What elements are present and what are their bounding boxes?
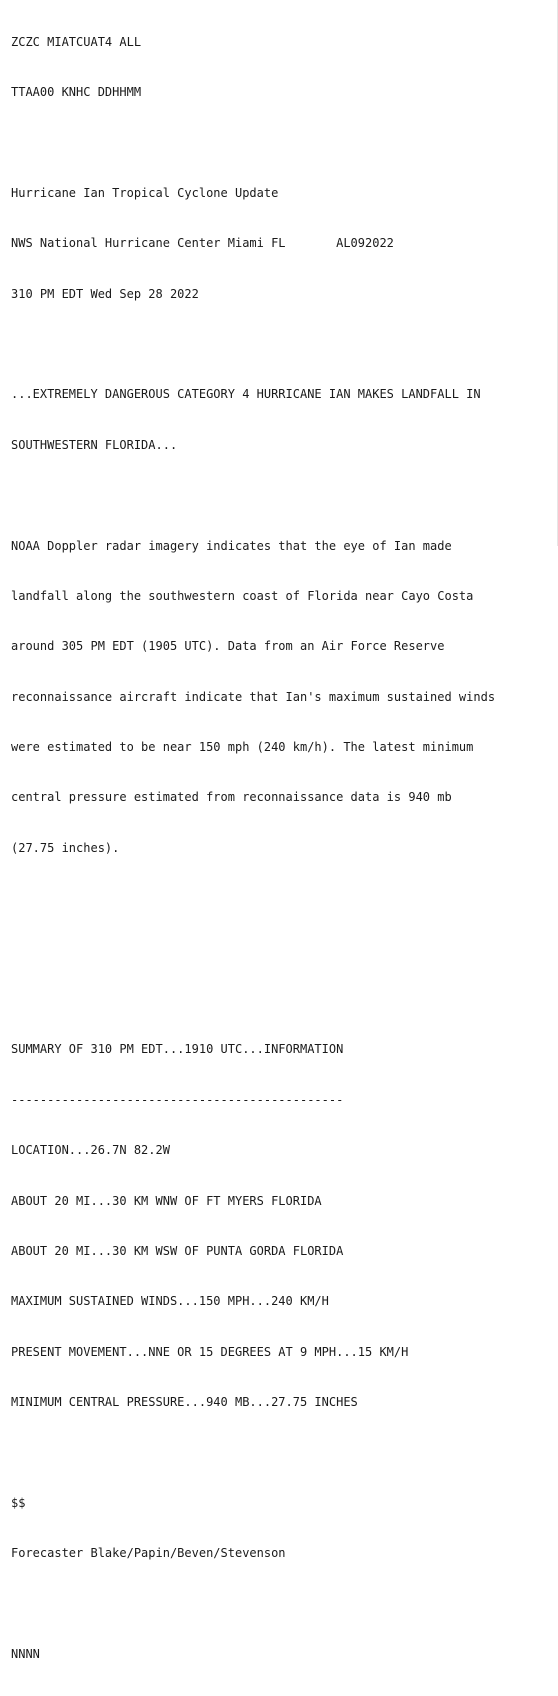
nnnn-marker: NNNN xyxy=(11,1647,40,1662)
product-title: Hurricane Ian Tropical Cyclone Update xyxy=(11,185,279,200)
summary-reference-2: ABOUT 20 MI...30 KM WSW OF PUNTA GORDA FLORIDA xyxy=(11,1243,344,1258)
spacer xyxy=(11,1445,558,1462)
body-line: reconnaissance aircraft indicate that Ian's maximum sustained winds xyxy=(11,689,496,704)
spacer xyxy=(11,991,558,1008)
spacer xyxy=(11,336,558,353)
spacer xyxy=(11,1596,558,1613)
body-line: were estimated to be near 150 mph (240 km/h). The latest minimum xyxy=(11,740,474,755)
spacer xyxy=(11,487,558,504)
spacer xyxy=(11,890,558,907)
forecaster-line: Forecaster Blake/Papin/Beven/Stevenson xyxy=(11,1546,286,1561)
summary-winds: MAXIMUM SUSTAINED WINDS...150 MPH...240 KM/H xyxy=(11,1294,329,1309)
issue-time: 310 PM EDT Wed Sep 28 2022 xyxy=(11,286,199,301)
summary-location: LOCATION...26.7N 82.2W xyxy=(11,1143,170,1158)
headline-line-2: SOUTHWESTERN FLORIDA... xyxy=(11,437,178,452)
body-line: central pressure estimated from reconnaissance data is 940 mb xyxy=(11,790,452,805)
summary-movement: PRESENT MOVEMENT...NNE OR 15 DEGREES AT 9 MPH...15 KM/H xyxy=(11,1344,409,1359)
body-line: landfall along the southwestern coast of Florida near Cayo Costa xyxy=(11,588,474,603)
spacer xyxy=(11,134,558,151)
headline-line-1: ...EXTREMELY DANGEROUS CATEGORY 4 HURRICANE IAN MAKES LANDFALL IN xyxy=(11,387,481,402)
summary-pressure: MINIMUM CENTRAL PRESSURE...940 MB...27.75 INCHES xyxy=(11,1395,358,1410)
summary-rule: ---------------------------------------------- xyxy=(11,1092,344,1107)
body-line: NOAA Doppler radar imagery indicates that the eye of Ian made xyxy=(11,538,452,553)
end-marker: $$ xyxy=(11,1495,26,1510)
summary-heading: SUMMARY OF 310 PM EDT...1910 UTC...INFORMATION xyxy=(11,1042,344,1057)
header-line-1: ZCZC MIATCUAT4 ALL xyxy=(11,34,142,49)
summary-reference-1: ABOUT 20 MI...30 KM WNW OF FT MYERS FLORIDA xyxy=(11,1193,322,1208)
body-line: around 305 PM EDT (1905 UTC). Data from an Air Force Reserve xyxy=(11,639,445,654)
spacer xyxy=(11,941,558,958)
issuing-office: NWS National Hurricane Center Miami FL AL092022 xyxy=(11,236,394,251)
header-line-2: TTAA00 KNHC DDHHMM xyxy=(11,84,142,99)
body-line: (27.75 inches). xyxy=(11,840,120,855)
